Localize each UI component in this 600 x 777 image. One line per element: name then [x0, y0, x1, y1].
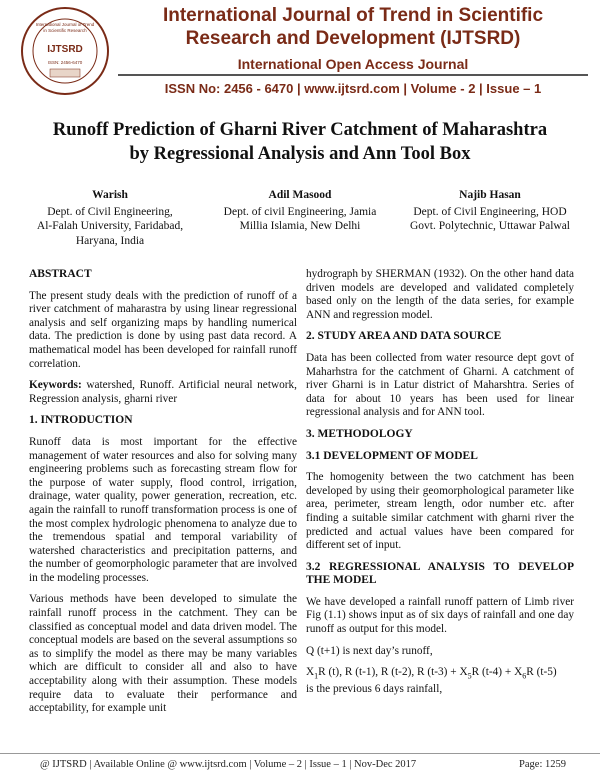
abstract-heading: ABSTRACT [29, 268, 92, 280]
journal-name-line1: International Journal of Trend in Scientific [162, 5, 544, 26]
eq-part: R (t-5) [526, 666, 557, 679]
footer-citation: @ IJTSRD | Available Online @ www.ijtsrd.com | Volume – 2 | Issue – 1 | Nov-Dec 2017 [40, 759, 417, 770]
paper-title-line2: by Regressional Analysis and Ann Tool Box [129, 144, 471, 164]
equation-x-line [306, 666, 574, 683]
svg-text:ISSN: 2456-6470: ISSN: 2456-6470 [47, 60, 83, 65]
author-affiliation: Millia Islamia, New Delhi [239, 220, 361, 232]
left-column [29, 268, 297, 724]
eq-subscript: 1 [314, 671, 319, 681]
section-heading-introduction: 1. INTRODUCTION [29, 414, 133, 427]
author-affiliation: Dept. of Civil Engineering, HOD [413, 205, 567, 218]
author-name: Warish [92, 189, 128, 201]
svg-text:IJTSRD: IJTSRD [47, 44, 83, 55]
journal-name-line2: Research and Development (IJTSRD) [185, 28, 521, 49]
author-name: Adil Masood [268, 189, 332, 201]
abstract-text: The present study deals with the prediction of runoff of a river catchment of maharastra by using linear regressional analysis and self organizing maps by handling numerical data. The prediction is done by using past data record. A mathematical model has been developed for rainfall runoff correlation. [29, 289, 297, 370]
eq-subscript: 5 [467, 671, 472, 681]
page-number: Page: 1259 [519, 759, 566, 770]
paragraph-continued: hydrograph by SHERMAN (1932). On the other hand data driven models are developed and validated completely based only on the length of the data series, for example ANN and regression model. [306, 268, 574, 321]
paper-title-line1: Runoff Prediction of Gharni River Catchment of Maharashtra [52, 120, 548, 140]
author-affiliation: Al-Falah University, Faridabad, [36, 220, 184, 232]
keywords [29, 379, 297, 406]
intro-paragraph-2: Various methods have been developed to simulate the rainfall runoff process in the catchment. They can be classified as conceptual model and data driven model. The conceptual models are based on the several assumptions so as to simplify the model as there may be many variables which are difficult to consider all and also to have acceptability along with their assumption. These models require data to evaluate their performance and acceptability, for example unit [29, 593, 297, 715]
journal-logo [20, 6, 110, 96]
author-affiliation: Dept. of Civil Engineering, [47, 205, 173, 218]
svg-text:International Journal of Trend: International Journal of Trend [35, 22, 95, 27]
section-heading-methodology: 3. METHODOLOGY [306, 427, 413, 440]
study-area-paragraph: Data has been collected from water resource dept govt of Maharhstra for the catchment of Gharni. A catchment of river Gharni is in Latur district of Maharshtra. Series of data for about 10 years has been used for linear regressional analysis and for ANN tool. [306, 351, 574, 419]
development-paragraph: The homogenity between the two catchment has been developed by using their geomorphological parameter like area, perimeter, stream length, odor number etc. after finding a suitable similar catchment with gharni river the predicted and actual values have been compared for different set of input. [306, 471, 574, 552]
author-affiliation: Dept. of civil Engineering, Jamia [223, 205, 377, 218]
right-column [306, 268, 574, 705]
section-heading-study-area: 2. STUDY AREA AND DATA SOURCE [306, 330, 502, 343]
author-1 [20, 188, 200, 248]
eq-part: R (t), R (t-1), R (t-2), R (t-3) + X [318, 666, 468, 679]
journal-banner [0, 0, 600, 104]
paper-title [20, 118, 580, 166]
intro-paragraph-1: Runoff data is most important for the effective management of water resources and also for solving many engineering problems such as forecasting stream flow for the purpose of water supply, flood control, irrigation, drainage, water quality, power generation, recreation, etc. again the rainfall to runoff transformation process is one of the most complex hydrologic phenomena to analyze due to the tremendous spatial and temporal variability of watershed characteristics and precipitation patterns, and the number of geomorphologic parameter that are involved in the modeling processes. [29, 435, 297, 584]
author-affiliation: Govt. Polytechnic, Uttawar Palwal [409, 220, 570, 232]
page-footer [0, 753, 600, 777]
subsection-heading-development: 3.1 DEVELOPMENT OF MODEL [306, 449, 478, 462]
keywords-text: watershed, Runoff. Artificial neural network, Regression analysis, gharni river [29, 379, 297, 405]
journal-subtitle: International Open Access Journal [237, 56, 469, 72]
author-affiliation: Haryana, India [75, 234, 145, 247]
eq-part: X [306, 666, 315, 679]
eq-subscript: 6 [522, 671, 527, 681]
eq-part: R (t-4) + X [471, 666, 523, 679]
equation-q-line: Q (t+1) is next day’s runoff, [306, 644, 433, 657]
subsection-heading-regression: 3.2 REGRESSIONAL ANALYSIS TO DEVELOP THE MODEL [306, 560, 574, 587]
equation-x-desc: is the previous 6 days rainfall, [306, 683, 443, 696]
author-name: Najib Hasan [459, 189, 521, 201]
author-2 [210, 188, 390, 234]
regression-paragraph: We have developed a rainfall runoff pattern of Limb river Fig (1.1) shows input as of six days of rainfall and one day runoff as output for this model. [306, 595, 574, 636]
author-3 [395, 188, 585, 234]
issn-bar: ISSN No: 2456 - 6470 | www.ijtsrd.com | Volume - 2 | Issue – 1 [118, 74, 588, 102]
keywords-label: Keywords: [29, 379, 82, 392]
journal-name [118, 4, 588, 73]
svg-text:in Scientific Research: in Scientific Research [43, 28, 87, 33]
